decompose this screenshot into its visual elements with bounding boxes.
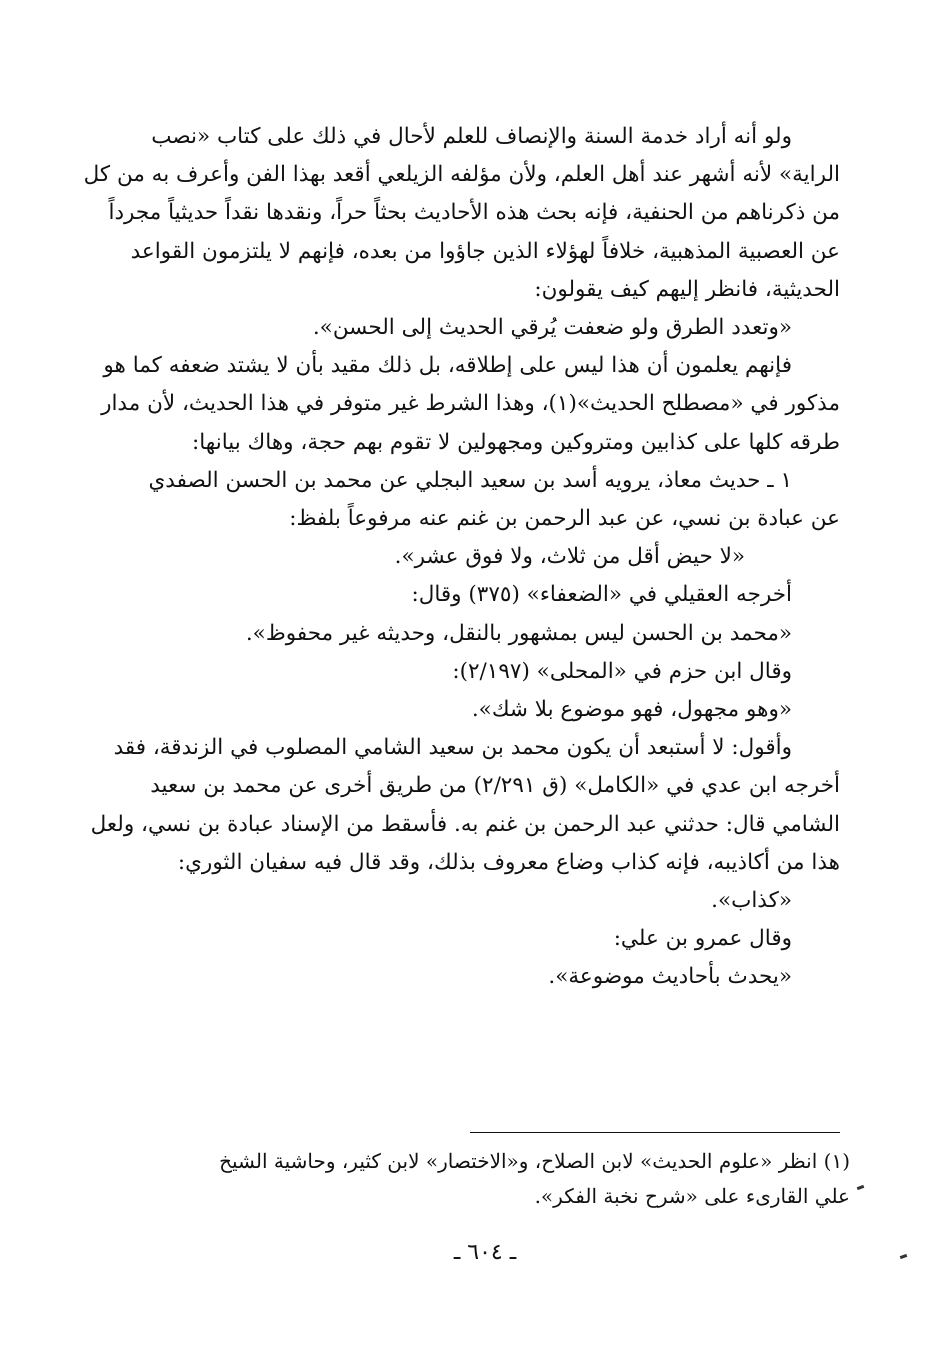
paragraph-line: وقال عمرو بن علي: [613,926,792,952]
paragraph-line: وأقول: لا أستبعد أن يكون محمد بن سعيد الشامي المصلوب في الزندقة، فقد [113,735,792,761]
footnote-line-1: (١) انظر «علوم الحديث» لابن الصلاح، و«الاختصار» لابن كثير، وحاشية الشيخ [219,1149,850,1173]
paragraph-line: أخرجه ابن عدي في «الكامل» (ق ٢/٢٩١) من طريق أخرى عن محمد بن سعيد [150,773,840,799]
paragraph-line: عن العصبية المذهبية، خلافاً لهؤلاء الذين جاؤوا من بعده، فإنهم لا يلتزمون القواعد [130,238,840,264]
footnote-separator [470,1132,840,1133]
paragraph-line: ١ ـ حديث معاذ، يرويه أسد بن سعيد البجلي عن محمد بن الحسن الصفدي [148,467,792,493]
paragraph-line: فإنهم يعلمون أن هذا ليس على إطلاقه، بل ذلك مقيد بأن لا يشتد ضعفه كما هو [103,353,792,379]
page-number: ـ ٦٠٤ ـ [453,1240,517,1265]
paragraph-line: مذكور في «مصطلح الحديث»(١)، وهذا الشرط غير متوفر في هذا الحديث، لأن مدار [101,391,840,417]
paragraph-line: الشامي قال: حدثني عبد الرحمن بن غنم به. فأسقط من الإسناد عبادة بن نسي، ولعل [90,811,840,837]
footnote-line-2: علي القارىء على «شرح نخبة الفكر». [534,1184,850,1208]
paragraph-line: «كذاب». [711,888,792,914]
paragraph-line: هذا من أكاذيبه، فإنه كذاب وضاع معروف بذلك، وقد قال فيه سفيان الثوري: [177,849,840,875]
paragraph-line: «يحدث بأحاديث موضوعة». [548,964,792,990]
paragraph-line: الراية» لأنه أشهر عند أهل العلم، ولأن مؤلفه الزيلعي أقعد بهذا الفن وأعرف به من كل [83,162,840,188]
paragraph-line: عن عبادة بن نسي، عن عبد الرحمن بن غنم عنه مرفوعاً بلفظ: [289,506,840,532]
paragraph-line: «محمد بن الحسن ليس بمشهور بالنقل، وحديثه غير محفوظ». [245,620,792,646]
paragraph-line: أخرجه العقيلي في «الضعفاء» (٣٧٥) وقال: [411,582,792,608]
paragraph-line: «وتعدد الطرق ولو ضعفت يُرقي الحديث إلى الحسن». [312,315,792,341]
scan-speck [857,1185,865,1190]
paragraph-line: ولو أنه أراد خدمة السنة والإنصاف للعلم لأحال في ذلك على كتاب «نصب [151,124,792,149]
main-text-block [80,118,840,997]
paragraph-line: «لا حيض أقل من ثلاث، ولا فوق عشر». [394,544,745,570]
paragraph-line: وقال ابن حزم في «المحلى» (٢/١٩٧): [452,658,792,684]
footnotes-block [80,1144,850,1214]
paragraph-line: «وهو مجهول، فهو موضوع بلا شك». [471,697,792,723]
scan-speck [900,1254,908,1259]
paragraph-line: الحديثية، فانظر إليهم كيف يقولون: [534,276,840,302]
paragraph-line: طرقه كلها على كذابين ومتروكين ومجهولين لا تقوم بهم حجة، وهاك بيانها: [192,429,840,455]
paragraph-line: من ذكرناهم من الحنفية، فإنه بحث هذه الأحاديث بحثاً حراً، ونقدها نقداً حديثياً مجرداً [108,200,840,226]
